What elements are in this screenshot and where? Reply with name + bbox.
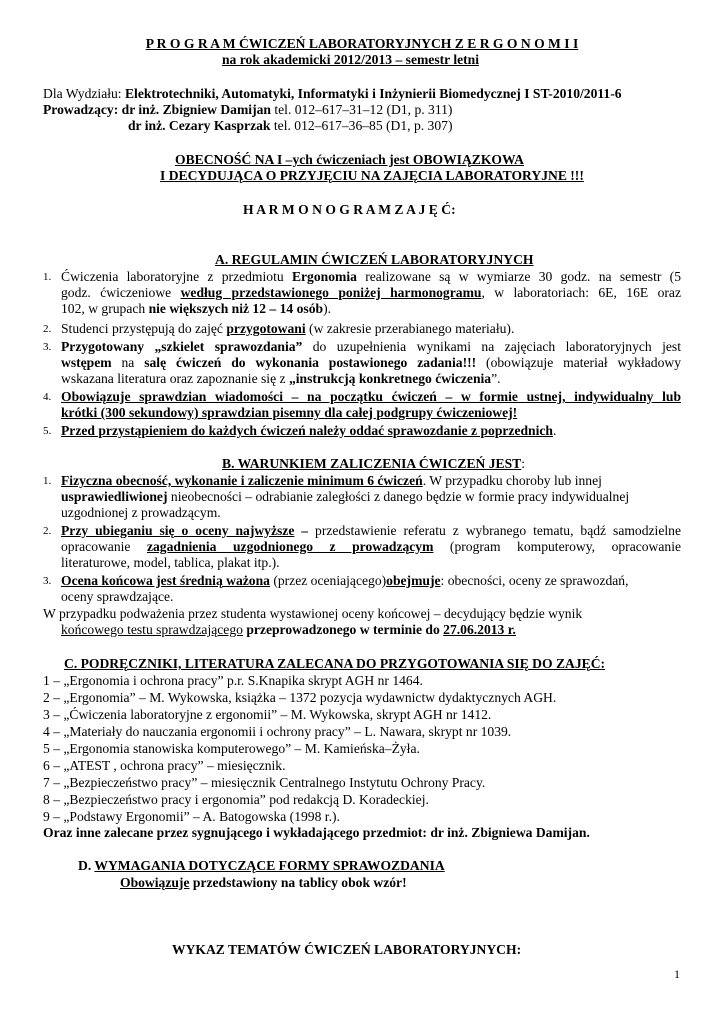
- list-number: 3.: [43, 575, 52, 587]
- rule-3-line-1: [61, 339, 681, 355]
- text: WYMAGANIA DOTYCZĄCE FORMY SPRAWOZDANIA: [94, 858, 445, 873]
- literature-item: 6 – „ATEST , ochrona pracy” – miesięcznik.: [43, 758, 286, 773]
- text: Ocena końcowa jest średnią ważona: [61, 573, 270, 588]
- text: 27.06.2013 r.: [443, 622, 516, 637]
- section-b-title: [222, 456, 525, 472]
- rule-4-line-1: [61, 389, 681, 405]
- instructor-2-contact: tel. 012–617–36–85 (D1, p. 307): [270, 118, 453, 133]
- instructor-1-name: dr inż. Zbigniew Damijan: [121, 102, 271, 117]
- schedule-title: H A R M O N O G R A M Z A J Ę Ć:: [243, 202, 456, 217]
- condition-3-line-1: [61, 573, 629, 589]
- topics-title: WYKAZ TEMATÓW ĆWICZEŃ LABORATORYJNYCH:: [172, 942, 522, 957]
- list-number: 1.: [43, 475, 52, 487]
- text: ”.: [491, 371, 501, 386]
- text: przeprowadzonego w terminie do: [242, 622, 444, 637]
- appeal-line-2: [61, 622, 516, 638]
- text: D.: [78, 858, 95, 873]
- text: (przez oceniającego): [269, 573, 387, 588]
- rule-1-line-1: [61, 269, 681, 285]
- literature-item: 9 – „Podstawy Ergonomii” – A. Batogowska (1998 r.).: [43, 809, 340, 824]
- faculty-name: Elektrotechniki, Automatyki, Informatyki i Inżynierii Biomedycznej I ST-2010/2011-6: [124, 86, 622, 101]
- list-number: 5.: [43, 425, 52, 437]
- section-d-note: [120, 875, 407, 891]
- rule-1-line-3: [61, 301, 331, 317]
- literature-item: 8 – „Bezpieczeństwo pracy i ergonomia” pod redakcją D. Koradeckiej.: [43, 792, 429, 807]
- text: końcowego testu sprawdzającego: [61, 622, 243, 637]
- list-number: 1.: [43, 271, 52, 283]
- text: (program komputerowy, opracowanie: [433, 539, 682, 554]
- text: ).: [323, 301, 331, 316]
- text: Ergonomia: [291, 269, 357, 284]
- text: 102, w grupach: [61, 301, 149, 316]
- page-number: 1: [674, 967, 680, 981]
- text: . W przypadku choroby lub innej: [422, 473, 602, 488]
- text: według przedstawionego poniżej harmonogramu: [180, 285, 482, 300]
- text: wstępem: [61, 355, 112, 370]
- text: nie większych niż 12 – 14 osób: [148, 301, 324, 316]
- instructor-line-2: [128, 118, 452, 134]
- text: Studenci przystępują do zajęć: [61, 321, 227, 336]
- rule-4-line-2: krótki (300 sekundowy) sprawdzian pisemny dla całej podgrupy ćwiczeniowej!: [61, 405, 518, 420]
- text: przedstawienie referatu z wybranego tematu, bądź samodzielne: [308, 523, 681, 538]
- text: nieobecności – odrabianie zaległości z danego będzie w formie pracy indywidualnej: [167, 489, 630, 504]
- rule-3-line-3: [61, 371, 501, 387]
- text: „instrukcją konkretnego ćwiczenia: [288, 371, 492, 386]
- list-number: 2.: [43, 525, 52, 537]
- literature-item: 1 – „Ergonomia i ochrona pracy” p.r. S.Knapika skrypt AGH nr 1464.: [43, 673, 423, 688]
- text: (w zakresie przerabianego materiału).: [305, 321, 515, 336]
- list-number: 3.: [43, 341, 52, 353]
- text: przygotowani: [226, 321, 306, 336]
- condition-3-line-2: oceny sprawdzające.: [61, 589, 174, 604]
- attendance-notice-1: OBECNOŚĆ NA I –ych ćwiczeniach jest OBOWIĄZKOWA: [175, 152, 524, 167]
- condition-2-line-3: literaturowe, model, tablica, plakat itp.).: [61, 555, 280, 570]
- text: obejmuje: [386, 573, 441, 588]
- condition-1-line-1: [61, 473, 602, 489]
- text: Przy ubieganiu się o oceny najwyższe: [61, 523, 295, 538]
- instructor-line-1: [43, 102, 452, 118]
- instructor-1-contact: tel. 012–617–31–12 (D1, p. 311): [270, 102, 453, 117]
- literature-item: 7 – „Bezpieczeństwo pracy” – miesięcznik Centralnego Instytutu Ochrony Pracy.: [43, 775, 486, 790]
- list-number: 4.: [43, 391, 52, 403]
- section-a-title: A. REGULAMIN ĆWICZEŃ LABORATORYJNYCH: [215, 252, 534, 267]
- condition-1-line-2: [61, 489, 629, 505]
- text: opracowanie: [61, 539, 147, 554]
- text: Fizyczna obecność, wykonanie i zaliczenie minimum 6 ćwiczeń: [61, 473, 423, 488]
- text: , w laboratoriach: 6E, 16E oraz: [481, 285, 681, 300]
- section-c-title: C. PODRĘCZNIKI, LITERATURA ZALECANA DO PRZYGOTOWANIA SIĘ DO ZAJĘĆ:: [64, 656, 606, 671]
- instructors-label: Prowadzący:: [43, 102, 122, 117]
- rule-2: [61, 321, 514, 337]
- text: –: [294, 523, 309, 538]
- text: na: [111, 355, 145, 370]
- program-title: [0, 36, 724, 52]
- text: salę ćwiczeń do wykonania postawionego zadania!!!: [144, 355, 477, 370]
- text: godz. ćwiczeniowe: [61, 285, 181, 300]
- condition-2-line-1: [61, 523, 681, 539]
- text: Obowiązuje sprawdzian wiadomości – na początku ćwiczeń – w formie ustnej, indywidualny lub: [61, 389, 681, 404]
- text: realizowane są w wymiarze 30 godz. na semestr (5: [356, 269, 682, 284]
- attendance-notice-2: I DECYDUJĄCA O PRZYJĘCIU NA ZAJĘCIA LABORATORYJNE !!!: [160, 168, 584, 183]
- rule-3-line-2: [61, 355, 681, 371]
- academic-year: na rok akademicki 2012/2013 – semestr letni: [222, 52, 480, 67]
- text: Przed przystąpieniem do każdych ćwiczeń należy oddać sprawozdanie z poprzednich: [61, 423, 553, 438]
- list-number: 2.: [43, 323, 52, 335]
- text: usprawiedliwionej: [61, 489, 168, 504]
- literature-item: 4 – „Materiały do nauczania ergonomii i ochrony pracy” – L. Nawara, skrypt nr 1039.: [43, 724, 512, 739]
- literature-item: 3 – „Ćwiczenia laboratoryjne z ergonomii” – M. Wykowska, skrypt AGH nr 1412.: [43, 707, 492, 722]
- literature-item: 5 – „Ergonomia stanowiska komputerowego” – M. Kamieńska–Żyła.: [43, 741, 420, 756]
- text: (obowiązuje materiał wykładowy: [476, 355, 681, 370]
- text: Ćwiczenia laboratoryjne z przedmiotu: [61, 269, 292, 284]
- text: wskazana literatura oraz zapoznanie się z: [61, 371, 289, 386]
- program-title-text: P R O G R A M ĆWICZEŃ LABORATORYJNYCH Z E R G O N O M I I: [145, 36, 579, 51]
- condition-2-line-2: [61, 539, 681, 555]
- text: Obowiązuje: [120, 875, 190, 890]
- faculty-line: [43, 86, 622, 102]
- rule-1-line-2: [61, 285, 681, 301]
- text: do uzupełnienia wynikami na zajęciach laboratoryjnych jest: [302, 339, 681, 354]
- text: Przygotowany „szkielet sprawozdania”: [61, 339, 303, 354]
- section-d-title: [78, 858, 445, 874]
- literature-note: Oraz inne zalecane przez sygnującego i wykładającego przedmiot: dr inż. Zbigniewa Damijan.: [43, 825, 590, 840]
- instructor-2-name: dr inż. Cezary Kasprzak: [128, 118, 271, 133]
- condition-1-line-3: uzgodnionej z prowadzącym.: [61, 505, 221, 520]
- text: zagadnienia uzgodnionego z prowadzącym: [146, 539, 434, 554]
- text: :: [521, 456, 526, 471]
- rule-5: [61, 423, 556, 439]
- literature-item: 2 – „Ergonomia” – M. Wykowska, książka – 1372 pozycja wydawnictw dydaktycznych AGH.: [43, 690, 557, 705]
- appeal-line-1: W przypadku podważenia przez studenta wystawionej oceny końcowej – decydujący będzie wynik: [43, 606, 583, 621]
- text: : obecności, oceny ze sprawozdań,: [440, 573, 629, 588]
- text: przedstawiony na tablicy obok wzór!: [189, 875, 407, 890]
- text: .: [552, 423, 557, 438]
- text: B. WARUNKIEM ZALICZENIA ĆWICZEŃ JEST: [222, 456, 522, 471]
- faculty-label: Dla Wydziału:: [43, 86, 125, 101]
